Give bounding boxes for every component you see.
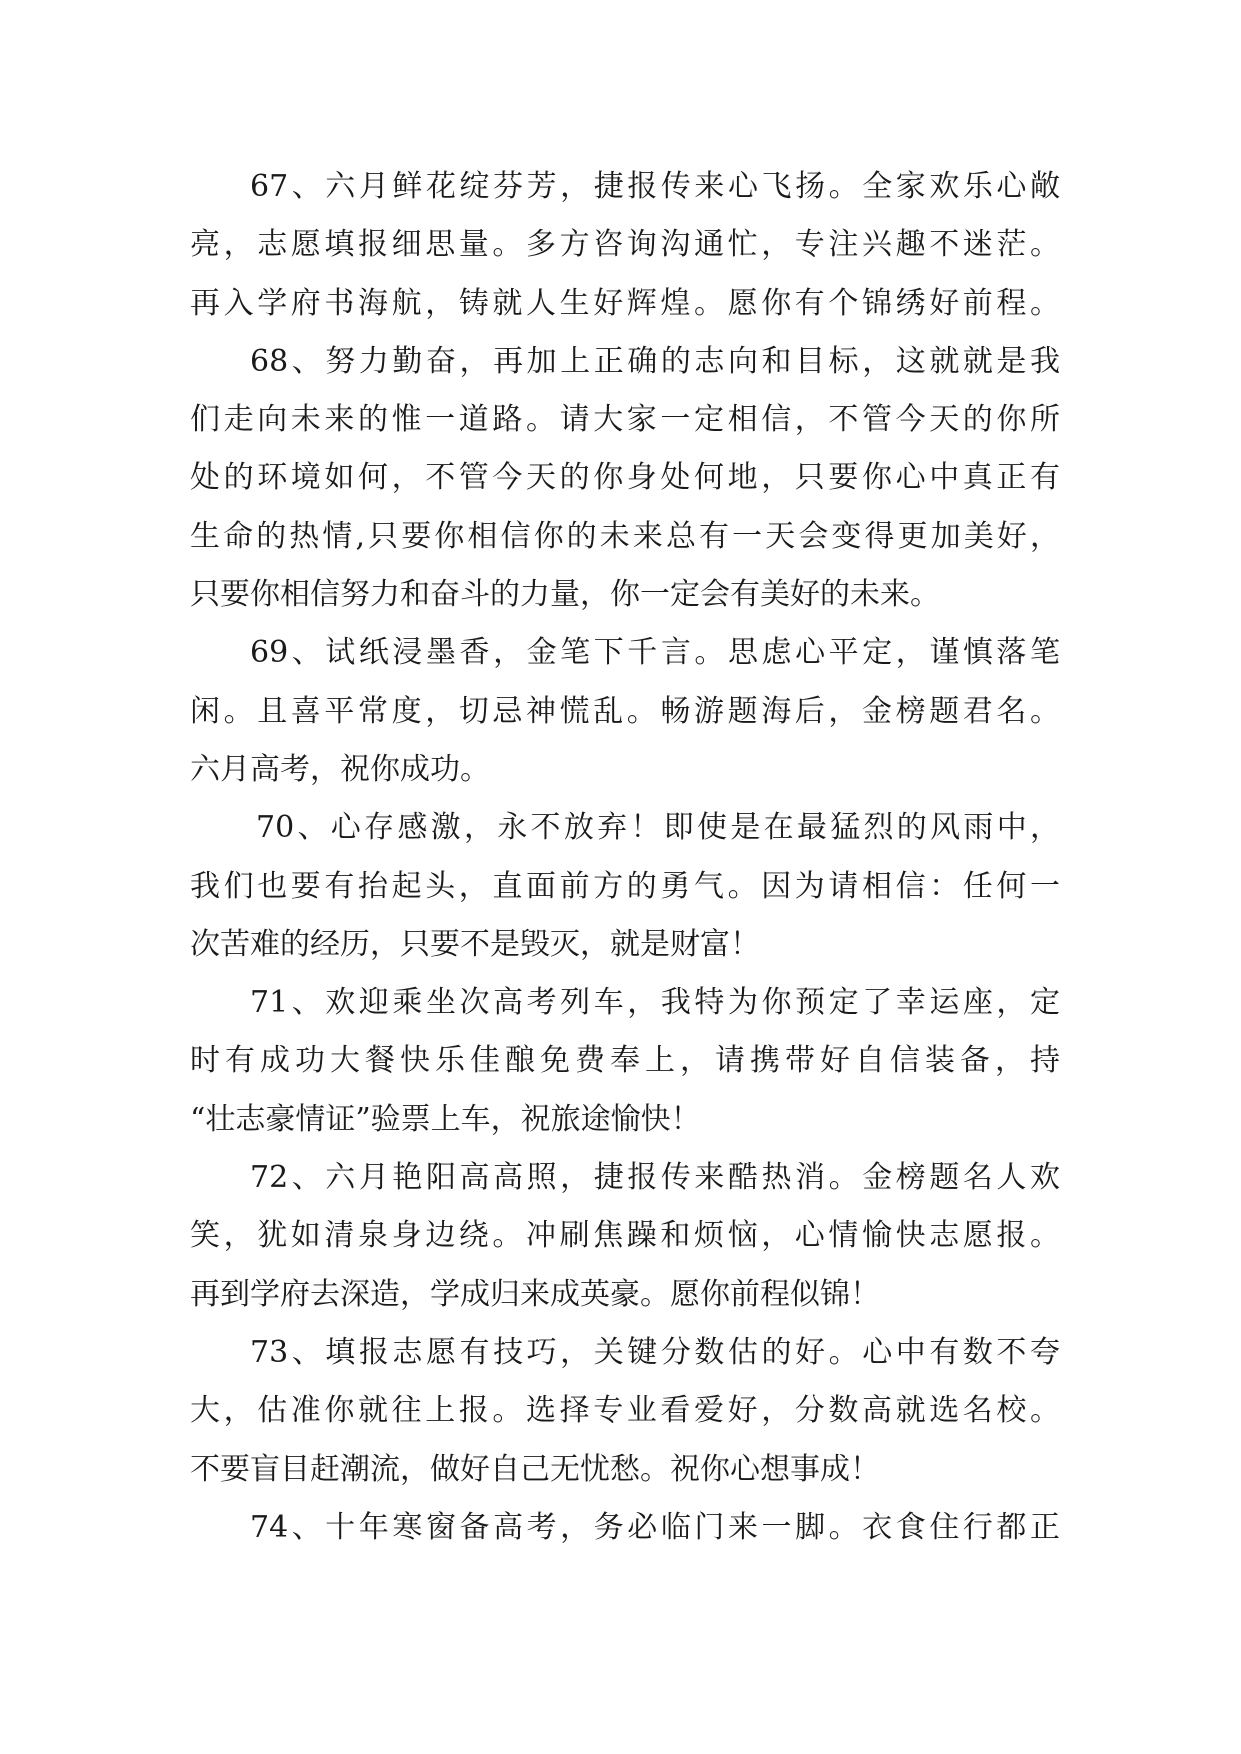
paragraph-70-line-3: 次苦难的经历，只要不是毁灭，就是财富！: [190, 926, 760, 962]
paragraph-68-line-5: 只要你相信努力和奋斗的力量，你一定会有美好的未来。: [190, 577, 940, 613]
paragraph-71-line-2: 时有成功大餐快乐佳酿免费奉上，请携带好自信装备，持: [190, 1043, 1060, 1079]
paragraph-68-line-4: 生命的热情,只要你相信你的未来总有一天会变得更加美好，: [190, 518, 1060, 554]
paragraph-68-line-2: 们走向未来的惟一道路。请大家一定相信，不管今天的你所: [190, 402, 1060, 438]
paragraph-72-line-3: 再到学府去深造，学成归来成英豪。愿你前程似锦！: [190, 1276, 880, 1312]
paragraph-71-line-3: “壮志豪情证”验票上车，祝旅途愉快！: [190, 1101, 701, 1137]
paragraph-67-line-1: 67、六月鲜花绽芬芳，捷报传来心飞扬。全家欢乐心敞: [250, 169, 1060, 204]
paragraph-73-line-2: 大，估准你就往上报。选择专业看爱好，分数高就选名校。: [190, 1393, 1060, 1429]
paragraph-74-line-1: 74、十年寒窗备高考，务必临门来一脚。衣食住行都正: [250, 1509, 1060, 1545]
paragraph-73-line-3: 不要盲目赶潮流，做好自己无忧愁。祝你心想事成！: [190, 1451, 880, 1487]
paragraph-71-line-1: 71、欢迎乘坐次高考列车，我特为你预定了幸运座，定: [250, 985, 1060, 1021]
paragraph-68-line-1: 68、努力勤奋，再加上正确的志向和目标，这就就是我: [250, 343, 1060, 379]
paragraph-70-line-1: 70、心存感激，永不放弃！即使是在最猛烈的风雨中，: [256, 810, 1060, 846]
paragraph-69-line-2: 闲。且喜平常度，切忌神慌乱。畅游题海后，金榜题君名。: [190, 693, 1060, 729]
paragraph-72-line-2: 笑，犹如清泉身边绕。冲刷焦躁和烦恼，心情愉快志愿报。: [190, 1218, 1060, 1254]
paragraph-67-line-2: 亮，志愿填报细思量。多方咨询沟通忙，专注兴趣不迷茫。: [190, 227, 1060, 263]
paragraph-67-line-3: 再入学府书海航，铸就人生好辉煌。愿你有个锦绣好前程。: [190, 285, 1060, 321]
paragraph-68-line-3: 处的环境如何，不管今天的你身处何地，只要你心中真正有: [190, 460, 1060, 496]
document-body: [190, 158, 1060, 1557]
paragraph-69-line-3: 六月高考，祝你成功。: [190, 751, 490, 787]
paragraph-72-line-1: 72、六月艳阳高高照，捷报传来酷热消。金榜题名人欢: [250, 1160, 1060, 1196]
paragraph-73-line-1: 73、填报志愿有技巧，关键分数估的好。心中有数不夸: [250, 1334, 1060, 1370]
paragraph-70-line-2: 我们也要有抬起头，直面前方的勇气。因为请相信：任何一: [190, 868, 1060, 904]
paragraph-69-line-1: 69、试纸浸墨香，金笔下千言。思虑心平定，谨慎落笔: [250, 635, 1060, 671]
